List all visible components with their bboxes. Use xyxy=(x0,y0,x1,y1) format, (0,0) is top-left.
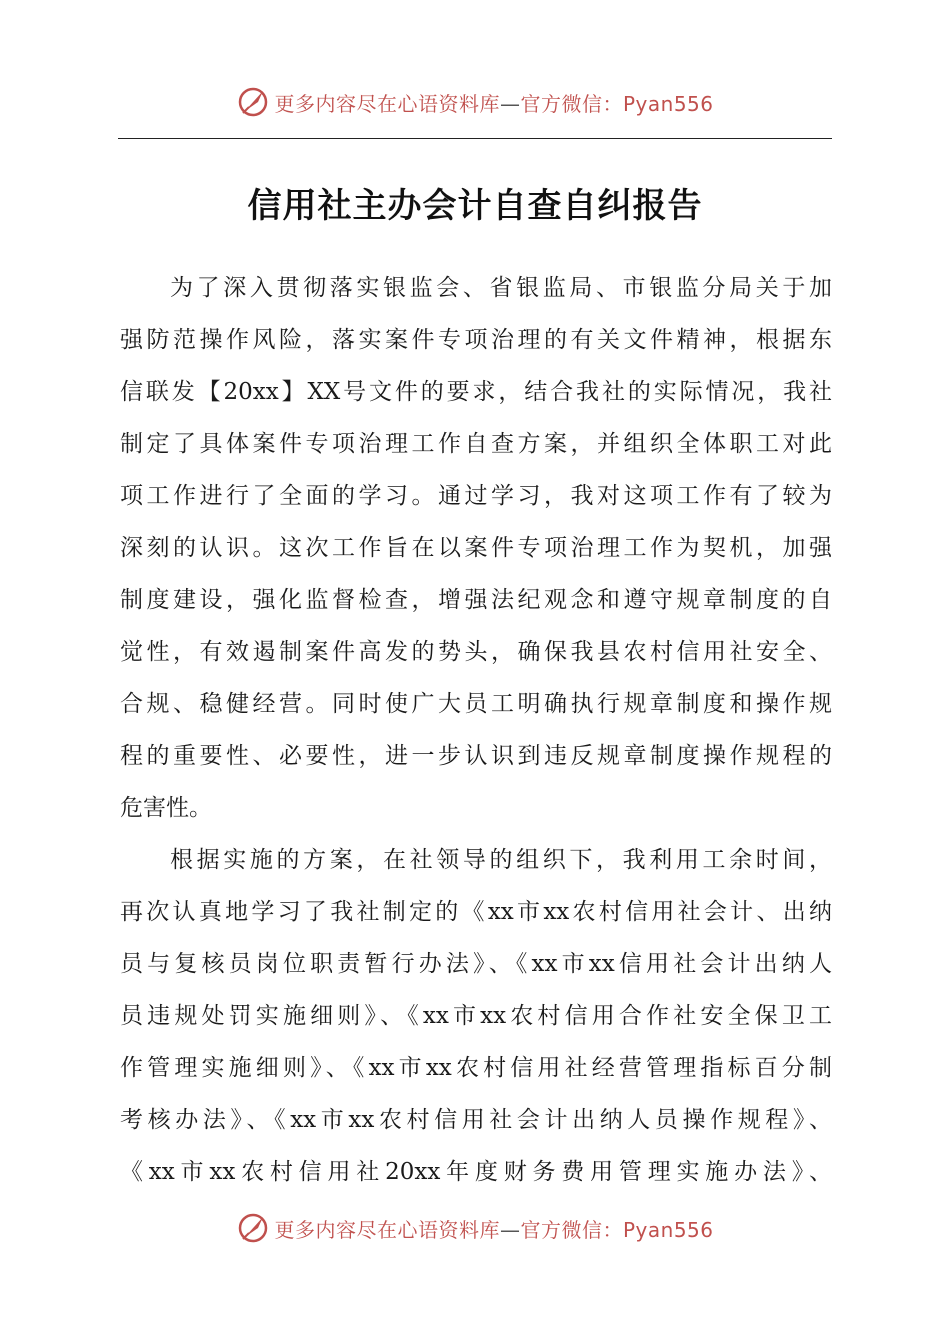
text-line: 《xx市xx农村信用社20xx年度财务费用管理实施办法》、 xyxy=(120,1159,832,1185)
banner-site-text: 更多内容尽在心语资料库 xyxy=(274,1217,500,1242)
text-line: 为了深入贯彻落实银监会、省银监局、市银监分局关于加 xyxy=(170,275,832,301)
banner-wechat-label: 官方微信： xyxy=(520,91,623,116)
banner-text xyxy=(274,88,713,117)
paragraph-2 xyxy=(120,834,832,1198)
text-line: 觉性，有效遏制案件高发的势头，确保我县农村信用社安全、 xyxy=(120,639,832,665)
text-line: 员违规处罚实施细则》、《xx市xx农村信用合作社安全保卫工 xyxy=(120,1003,832,1029)
text-line: 合规、稳健经营。同时使广大员工明确执行规章制度和操作规 xyxy=(120,691,832,717)
document-title: 信用社主办会计自查自纠报告 xyxy=(247,186,703,226)
text-line: 危害性。 xyxy=(120,795,212,821)
banner-text xyxy=(274,1214,713,1243)
footer-banner xyxy=(0,1208,950,1248)
text-line: 考核办法》、《xx市xx农村信用社会计出纳人员操作规程》、 xyxy=(120,1107,832,1133)
text-line: 信联发【20xx】XX号文件的要求，结合我社的实际情况，我社 xyxy=(120,379,832,405)
banner-wechat-id: Pyan556 xyxy=(622,1217,714,1242)
text-line: 深刻的认识。这次工作旨在以案件专项治理工作为契机，加强 xyxy=(120,535,832,561)
text-line: 制度建设，强化监督检查，增强法纪观念和遵守规章制度的自 xyxy=(120,587,832,613)
banner-separator: — xyxy=(499,91,521,116)
text-line: 项工作进行了全面的学习。通过学习，我对这项工作有了较为 xyxy=(120,483,832,509)
quill-logo-icon xyxy=(236,1211,270,1245)
banner-wechat-label: 官方微信： xyxy=(520,1217,623,1242)
text-line: 作管理实施细则》、《xx市xx农村信用社经营管理指标百分制 xyxy=(120,1055,832,1081)
banner-wechat-id: Pyan556 xyxy=(622,91,714,116)
document-body xyxy=(120,262,832,1198)
text-line: 强防范操作风险，落实案件专项治理的有关文件精神，根据东 xyxy=(120,327,832,353)
quill-logo-icon xyxy=(236,85,270,119)
banner-separator: — xyxy=(499,1217,521,1242)
paragraph-1 xyxy=(120,262,832,834)
text-line: 程的重要性、必要性，进一步认识到违反规章制度操作规程的 xyxy=(120,743,832,769)
text-line: 根据实施的方案，在社领导的组织下，我利用工余时间， xyxy=(170,847,832,873)
header-banner xyxy=(0,82,950,122)
text-line: 员与复核员岗位职责暂行办法》、《xx市xx信用社会计出纳人 xyxy=(120,951,832,977)
text-line: 制定了具体案件专项治理工作自查方案，并组织全体职工对此 xyxy=(120,431,832,457)
text-line: 再次认真地学习了我社制定的《xx市xx农村信用社会计、出纳 xyxy=(120,899,832,925)
banner-site-text: 更多内容尽在心语资料库 xyxy=(274,91,500,116)
header-divider xyxy=(118,138,832,139)
